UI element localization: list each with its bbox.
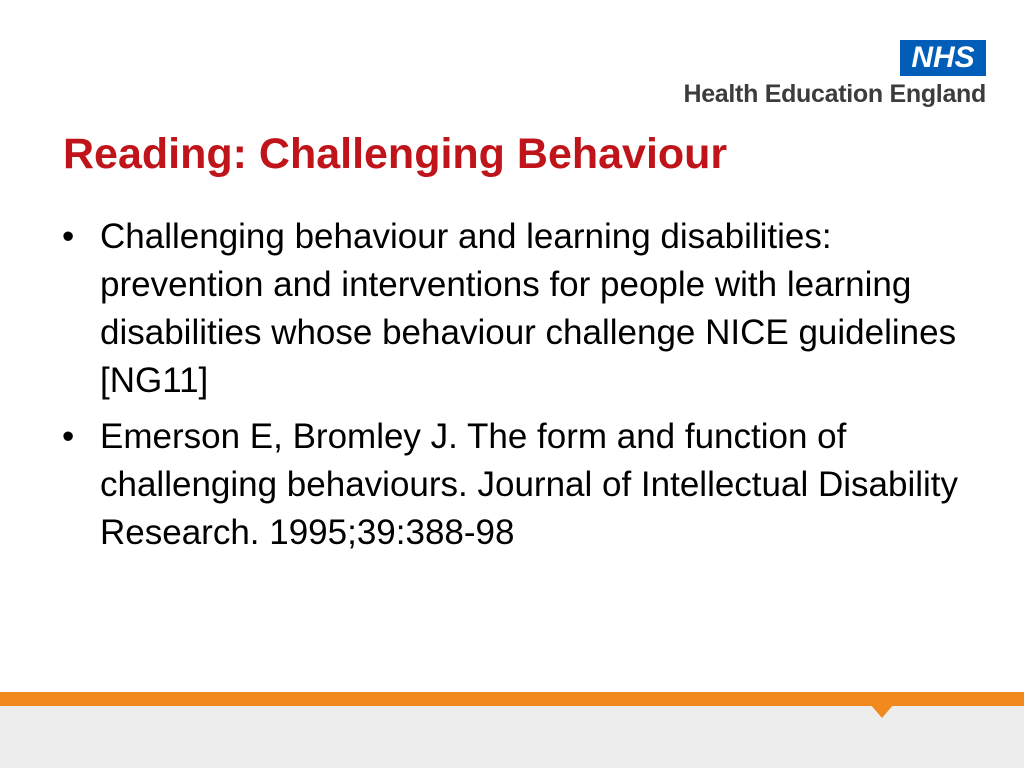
bullet-text: Emerson E, Bromley J. The form and function of challenging behaviours. Journal of Intellectual Disability Research. 1995;39:388-98 — [100, 417, 958, 552]
bullet-text: Challenging behaviour and learning disabilities: prevention and interventions for people with learning disabilities whose behaviour challenge NICE guidelines [NG11] — [100, 217, 957, 400]
footer-notch-shape — [870, 704, 894, 718]
bullet-item — [60, 213, 965, 405]
footer-bar — [0, 692, 1024, 768]
slide-title: Reading: Challenging Behaviour — [63, 130, 728, 178]
nhs-logo-badge: NHS — [900, 40, 986, 76]
bullet-item — [60, 413, 965, 557]
bullet-marker: • — [62, 417, 75, 456]
bullet-list — [60, 213, 965, 565]
bullet-marker: • — [62, 217, 75, 256]
organisation-name: Health Education England — [683, 80, 986, 108]
hee-logo — [626, 40, 986, 112]
